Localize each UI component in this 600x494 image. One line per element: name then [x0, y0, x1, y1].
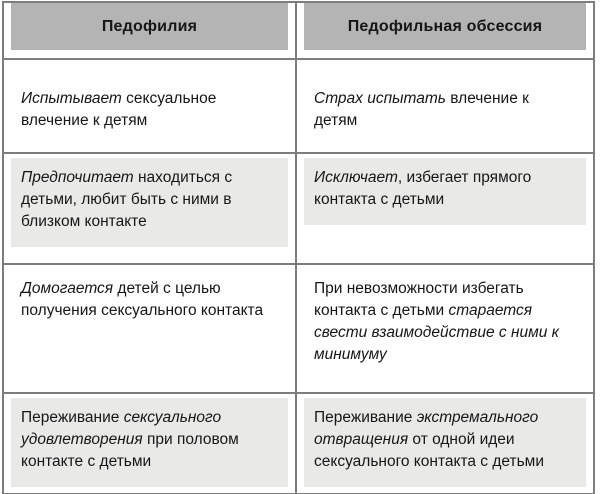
header-cell-pedophilia — [3, 2, 296, 59]
cell-experiences-attraction — [3, 59, 296, 153]
table-row — [3, 153, 594, 264]
cell-text: При невозможности избегать контакта с детьми старается свести взаимодействие с ними к минимуму — [314, 280, 559, 363]
cell-minimizes-interaction — [296, 264, 594, 393]
header-cell-pedophilic-obsession — [296, 2, 594, 59]
cell-excludes-contact — [296, 153, 594, 264]
table-row — [3, 264, 594, 393]
cell-fear-of-attraction — [296, 59, 594, 153]
comparison-table — [2, 1, 595, 494]
cell-prefers-contact — [3, 153, 296, 264]
cell-text: Переживание сексуального удовлетворения при половом контакте с детьми — [11, 398, 288, 487]
column-header-label: Педофилия — [101, 17, 198, 35]
header-shade — [304, 3, 586, 50]
cell-text: Переживание экстремального отвращения от одной идеи сексуального контакта с детьми — [304, 398, 586, 487]
column-header-label: Педофильная обсессия — [347, 17, 543, 35]
cell-experiences-satisfaction — [3, 393, 296, 494]
table-row — [3, 59, 594, 153]
cell-text: Испытывает сексуальное влечение к детям — [21, 90, 217, 129]
cell-text: Домогается детей с целью получения сексуального контакта — [21, 280, 264, 319]
cell-text: Страх испытать влечение к детям — [314, 90, 529, 129]
header-shade — [11, 3, 288, 50]
table-row — [3, 393, 594, 494]
cell-experiences-disgust — [296, 393, 594, 494]
header-row — [3, 2, 594, 59]
cell-text: Исключает, избегает прямого контакта с детьми — [304, 158, 586, 225]
cell-text: Предпочитает находиться с детьми, любит быть с ними в близком контакте — [11, 158, 288, 247]
cell-harasses-children — [3, 264, 296, 393]
